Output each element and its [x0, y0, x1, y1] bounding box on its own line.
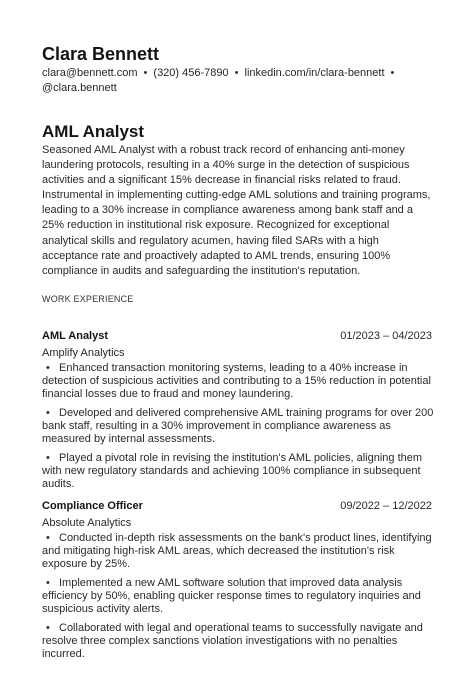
social-handle: @clara.bennett	[42, 82, 117, 94]
list-item	[42, 362, 436, 401]
list-item	[42, 532, 436, 571]
bullet-glyph: •	[46, 532, 50, 544]
list-item	[42, 622, 436, 661]
bullet-text: Conducted in-depth risk assessments on the bank's product lines, identifying and mitigating high-risk AML areas, which decreased the institution's risk exposure by 25%.	[42, 532, 432, 570]
job-entry	[42, 500, 436, 667]
contact-line	[42, 66, 436, 96]
phone-text: (320) 456-7890	[153, 67, 229, 79]
bullet-glyph: •	[46, 452, 50, 464]
job-dates: 01/2023 – 04/2023	[340, 330, 432, 342]
profile-title: AML Analyst	[42, 122, 145, 141]
linkedin-link[interactable]: linkedin.com/in/clara-bennett	[244, 67, 385, 79]
job-header	[42, 330, 436, 345]
candidate-name: Clara Bennett	[42, 44, 160, 64]
bullet-text: Implemented a new AML software solution that improved data analysis efficiency by 50%, enabling quicker response times to regulatory inquiries and suspicious activity alerts.	[42, 577, 421, 615]
job-company: Amplify Analytics	[42, 347, 125, 359]
bullet-glyph: •	[46, 577, 50, 589]
contact-separator: •	[390, 67, 395, 79]
bullet-glyph: •	[46, 622, 50, 634]
profile-summary: Seasoned AML Analyst with a robust track record of enhancing anti-money laundering protocols, resulting in a 40% surge in the detection of suspicious activities and a significant 15% decrease in financial risks related to fraud. Instrumental in implementing cutting-edge AML solutions and training programs, leading to a 30% increase in compliance awareness among bank staff and a 25% reduction in institutional risk exposure. Recognized for exceptional analytical skills and regulatory acumen, having filed SARs with a high acceptance rate and proactively adapted to AML trends, ensuring 100% compliance in audits and safeguarding the institution's reputation.	[42, 144, 431, 277]
section-heading-experience: WORK EXPERIENCE	[42, 294, 134, 304]
contact-separator: •	[234, 67, 239, 79]
list-item	[42, 452, 436, 491]
job-title: Compliance Officer	[42, 500, 143, 512]
job-bullets	[42, 532, 436, 661]
bullet-text: Developed and delivered comprehensive AML training programs for over 200 bank staff, resulting in a 30% improvement in compliance awareness as measured by internal assessments.	[42, 407, 434, 445]
bullet-text: Collaborated with legal and operational teams to successfully navigate and resolve three complex sanctions violation investigations with no penalties incurred.	[42, 622, 423, 660]
job-dates: 09/2022 – 12/2022	[340, 500, 432, 512]
bullet-glyph: •	[46, 407, 50, 419]
job-title: AML Analyst	[42, 330, 109, 342]
list-item	[42, 577, 436, 616]
bullet-text: Enhanced transaction monitoring systems, leading to a 40% increase in detection of suspicious activities and contributing to a 15% reduction in potential financial losses due to fraud and money laundering.	[42, 362, 431, 400]
email-link[interactable]: clara@bennett.com	[42, 67, 138, 79]
list-item	[42, 407, 436, 446]
contact-separator: •	[143, 67, 148, 79]
bullet-text: Played a pivotal role in revising the institution's AML policies, aligning them with new regulatory standards and achieving 100% compliance in subsequent audits.	[42, 452, 423, 490]
job-bullets	[42, 362, 436, 491]
job-entry	[42, 330, 436, 497]
job-company: Absolute Analytics	[42, 517, 132, 529]
bullet-glyph: •	[46, 362, 50, 374]
job-header	[42, 500, 436, 515]
